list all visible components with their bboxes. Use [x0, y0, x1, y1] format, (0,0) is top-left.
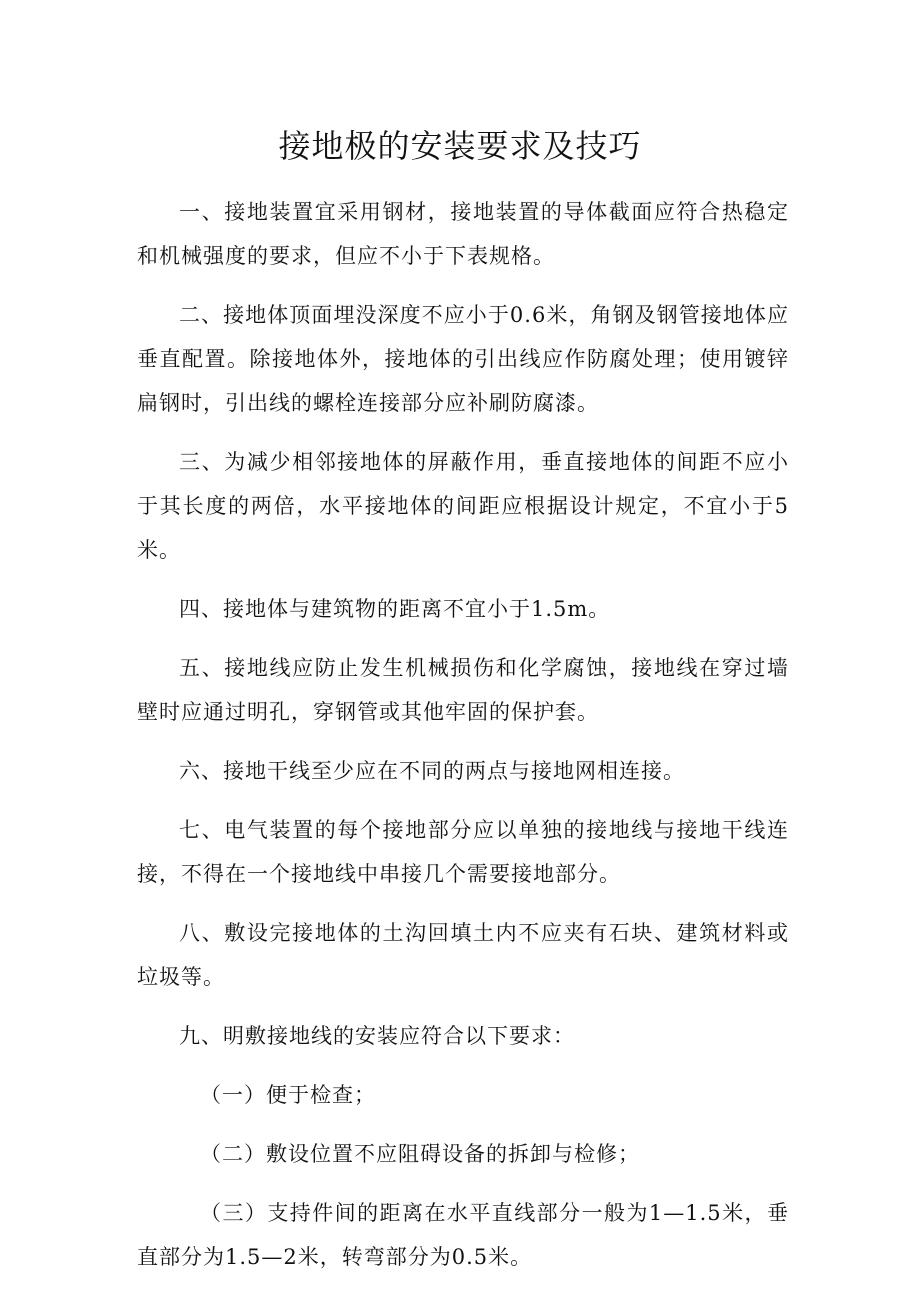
paragraph-9: 九、明敷接地线的安装应符合以下要求：: [179, 1024, 575, 1048]
paragraph-3: 三、为减少相邻接地体的屏蔽作用，垂直接地体的间距不应小于其长度的两倍，水平接地体的间距应根据设计规定，不宜小于5米。: [137, 450, 789, 562]
paragraph-7: 七、电气装置的每个接地部分应以单独的接地线与接地干线连接，不得在一个接地线中串接几个需要接地部分。: [137, 818, 789, 886]
paragraph-1: 一、接地装置宜采用钢材，接地装置的导体截面应符合热稳定和机械强度的要求，但应不小于下表规格。: [137, 200, 789, 268]
paragraph-2: 二、接地体顶面埋没深度不应小于0.6米，角钢及钢管接地体应垂直配置。除接地体外，接地体的引出线应作防腐处理；使用镀锌扁钢时，引出线的螺栓连接部分应补刷防腐漆。: [137, 303, 789, 415]
paragraph-5: 五、接地线应防止发生机械损伤和化学腐蚀，接地线在穿过墙壁时应通过明孔，穿钢管或其他牢固的保护套。: [137, 656, 789, 724]
page-title: 接地极的安装要求及技巧: [278, 127, 642, 165]
sub-item-1: （一）便于检查；: [200, 1083, 376, 1107]
sub-item-2: （二）敷设位置不应阻碍设备的拆卸与检修；: [200, 1142, 640, 1166]
paragraph-4: 四、接地体与建筑物的距离不宜小于1.5m。: [179, 597, 611, 621]
sub-item-3: （三）支持件间的距离在水平直线部分一般为1—1.5米，垂直部分为1.5—2米，转弯部分为0.5米。: [137, 1201, 789, 1269]
paragraph-8: 八、敷设完接地体的土沟回填土内不应夹有石块、建筑材料或垃圾等。: [137, 921, 789, 989]
paragraph-6: 六、接地干线至少应在不同的两点与接地网相连接。: [179, 759, 685, 783]
document-body: [137, 190, 789, 1294]
